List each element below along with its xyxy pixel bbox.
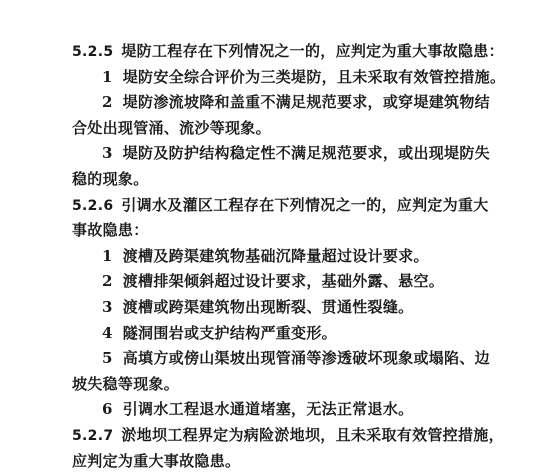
section-text: 淤地坝工程界定为病险淤地坝，且未采取有效管控措施， — [121, 426, 504, 444]
item-number: 3 — [102, 144, 113, 162]
section-text: 应判定为重大事故隐患。 — [72, 452, 241, 470]
item-5-2-5-3-continuation — [72, 168, 149, 190]
item-5-2-6-2 — [102, 270, 444, 292]
section-5-2-6-heading-continuation — [72, 219, 149, 241]
item-number: 2 — [102, 93, 113, 111]
section-number: 5.2.7 — [72, 428, 114, 444]
item-text: 隧洞围岩或支护结构严重变形。 — [122, 324, 337, 342]
item-5-2-6-5 — [102, 347, 490, 369]
item-number: 1 — [102, 68, 113, 86]
section-text: 事故隐患： — [72, 221, 149, 239]
item-5-2-6-5-continuation — [72, 373, 179, 395]
item-text: 合处出现管涌、流沙等现象。 — [72, 119, 271, 137]
item-text: 渡槽排架倾斜超过设计要求，基础外露、悬空。 — [122, 272, 445, 290]
item-number: 1 — [102, 247, 113, 265]
item-text: 坡失稳等现象。 — [72, 375, 180, 393]
item-text: 稳的现象。 — [72, 170, 149, 188]
item-number: 5 — [102, 349, 113, 367]
section-number: 5.2.5 — [72, 44, 114, 60]
item-text: 堤防渗流坡降和盖重不满足规范要求，或穿堤建筑物结 — [122, 93, 490, 111]
item-text: 高填方或傍山渠坡出现管涌等渗透破坏现象或塌陷、边 — [122, 349, 490, 367]
item-5-2-5-2-continuation — [72, 117, 271, 139]
item-number: 4 — [102, 324, 113, 342]
item-number: 3 — [102, 298, 113, 316]
item-5-2-5-1 — [102, 66, 505, 88]
section-number: 5.2.6 — [72, 198, 114, 214]
section-text: 堤防工程存在下列情况之一的，应判定为重大事故隐患： — [121, 42, 504, 60]
item-5-2-5-2 — [102, 91, 490, 113]
item-5-2-6-3 — [102, 296, 413, 318]
section-5-2-5-heading — [72, 40, 504, 63]
item-number: 2 — [102, 272, 113, 290]
section-5-2-6-heading — [72, 194, 489, 217]
item-number: 6 — [102, 400, 113, 418]
section-text: 引调水及灌区工程存在下列情况之一的，应判定为重大 — [121, 196, 489, 214]
item-5-2-6-1 — [102, 245, 429, 267]
item-text: 渡槽及跨渠建筑物基础沉降量超过设计要求。 — [122, 247, 429, 265]
item-text: 渡槽或跨渠建筑物出现断裂、贯通性裂缝。 — [122, 298, 414, 316]
item-text: 堤防安全综合评价为三类堤防，且未采取有效管控措施。 — [122, 68, 506, 86]
item-text: 堤防及防护结构稳定性不满足规范要求，或出现堤防失 — [122, 144, 490, 162]
item-5-2-5-3 — [102, 142, 490, 164]
item-5-2-6-4 — [102, 322, 337, 344]
item-5-2-6-6 — [102, 398, 413, 420]
item-text: 引调水工程退水通道堵塞，无法正常退水。 — [122, 400, 414, 418]
